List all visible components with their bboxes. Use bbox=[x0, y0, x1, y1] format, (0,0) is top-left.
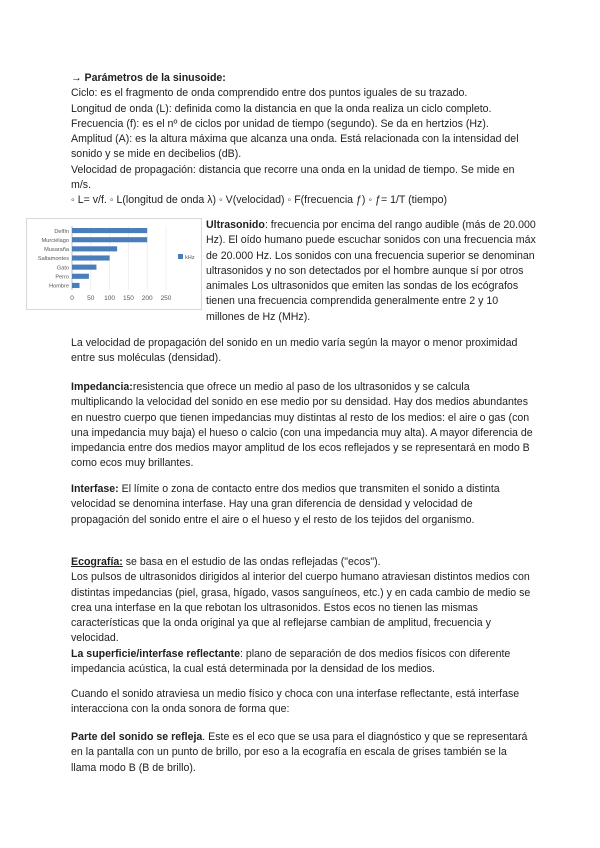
parte-paragraph bbox=[71, 730, 533, 776]
parte-term: Parte del sonido se refleja bbox=[71, 731, 203, 743]
category-label: Musaraña bbox=[44, 247, 69, 254]
parte-text: . Este es el eco que se usa para el diagnóstico y que se representará en la pantalla con un punto de brillo, por eso a la ecografía en escala de grises también se la llama modo B (B de brillo). bbox=[71, 731, 528, 774]
bar bbox=[72, 274, 89, 279]
ecografia-pulsos: Los pulsos de ultrasonidos dirigidos al interior del cuerpo humano atraviesan distintos medios con distintas impedancias (piel, grasa, hígado, vasos sanguíneos, etc.) y en cada cambio de medio se crea una interfase en la que rebotan los ultrasonidos. Estos ecos no tienen las mismas características que la onda original ya que al reflejarse cambian de amplitud, frecuencia y velocidad. bbox=[71, 571, 531, 645]
params-line-longitud: Longitud de onda (L): definida como la distancia en que la onda realiza un ciclo completo. bbox=[71, 102, 492, 115]
category-label: Gato bbox=[56, 265, 69, 272]
bar bbox=[72, 228, 147, 233]
ecografia-section bbox=[71, 555, 533, 677]
frequency-bar-chart bbox=[26, 218, 202, 310]
category-label: Murciélago bbox=[41, 237, 69, 244]
x-tick-label: 0 bbox=[70, 295, 74, 302]
category-label: Perro bbox=[55, 274, 69, 281]
superficie-line bbox=[71, 647, 533, 678]
bar bbox=[72, 283, 80, 288]
params-section bbox=[71, 71, 533, 209]
category-label: Saltamontes bbox=[37, 256, 69, 263]
ultrasonido-text: : frecuencia por encima del rango audible (más de 20.000 Hz). El oído humano puede escuchar sonidos con una frecuencia máx de 20.000 Hz. Los sonidos con una frecuencia superior se denominan ultrasonidos y no son detectados por el hombre aunque sí por otros animales Los ultrasonidos que emiten las sondas de los ecógrafos tienen una frecuencia comprendida generalmente entre 2 y 10 millones de Hz (MHz). bbox=[206, 219, 536, 323]
category-label: Hombre bbox=[49, 283, 69, 290]
bar bbox=[72, 237, 147, 242]
interfase-text: El límite o zona de contacto entre dos medios que transmiten el sonido a distinta velocidad se denomina interfase. Hay una gran diferencia de densidad y velocidad de propagación del sonido entre el aire o el hueso y el resto de los tejidos del organismo. bbox=[71, 483, 500, 526]
params-line-formulas: ◦ L= v/f. ◦ L(longitud de onda λ) ◦ V(velocidad) ◦ F(frecuencia ƒ) ◦ ƒ= 1/T (tiempo) bbox=[71, 194, 448, 207]
velocidad-paragraph: La velocidad de propagación del sonido en un medio varía según la mayor o menor proximidad entre sus moléculas (densidad). bbox=[71, 337, 518, 365]
params-heading: → Parámetros de la sinusoide: bbox=[71, 72, 226, 84]
ecografia-text: se basa en el estudio de las ondas reflejadas ("ecos"). bbox=[122, 556, 381, 568]
interfase-term: Interfase: bbox=[71, 483, 119, 495]
params-line-amplitud: Amplitud (A): es la altura máxima que alcanza una onda. Está relacionada con la intensidad del sonido y se mide en decibelios (dB). bbox=[71, 133, 519, 161]
params-line-frecuencia: Frecuencia (f): es el nº de ciclos por unidad de tiempo (segundo). Se da en hertzios (Hz). bbox=[71, 117, 489, 130]
x-tick-label: 50 bbox=[87, 295, 95, 302]
ecografia-line bbox=[71, 555, 533, 570]
ultrasonido-paragraph bbox=[206, 218, 536, 325]
ecografia-term: Ecografía: bbox=[71, 556, 123, 568]
superficie-term: La superficie/interfase reflectante bbox=[71, 647, 240, 660]
ultrasonido-term: Ultrasonido bbox=[206, 219, 265, 231]
params-line-velocidad: Velocidad de propagación: distancia que recorre una onda en la unidad de tiempo. Se mide en m/s. bbox=[71, 163, 515, 192]
category-label: Delfín bbox=[54, 228, 69, 235]
bar bbox=[72, 265, 96, 270]
bar bbox=[72, 246, 117, 251]
x-tick-label: 250 bbox=[160, 295, 172, 302]
params-line-ciclo: Ciclo: es el fragmento de onda comprendido entre dos puntos iguales de su trazado. bbox=[71, 87, 468, 100]
legend-swatch bbox=[178, 254, 183, 259]
cuando-paragraph: Cuando el sonido atraviesa un medio físico y choca con una interfase reflectante, está interfase interacciona con la onda sonora de forma que: bbox=[71, 688, 520, 716]
impedancia-paragraph bbox=[71, 380, 533, 472]
x-tick-label: 100 bbox=[104, 295, 116, 302]
impedancia-term: Impedancia: bbox=[71, 381, 133, 393]
interfase-paragraph bbox=[71, 482, 533, 528]
legend-label: kHz bbox=[185, 255, 195, 261]
x-tick-label: 200 bbox=[141, 295, 153, 302]
x-tick-label: 150 bbox=[122, 295, 134, 302]
impedancia-text: resistencia que ofrece un medio al paso de los ultrasonidos y se calcula multiplicando la velocidad del sonido en ese medio por su densidad. Hay dos medios abundantes en nuestro cuerpo que tienen impedancias muy distintas al resto de los medios: el aire o gas (con una impedancia muy baja) el hueso o calcio (con una impedancia muy alta). A mayor diferencia de impedancia entre dos medios mayor amplitud de los ecos reflejados y se representará en modo B como ecos muy brillantes. bbox=[71, 381, 533, 470]
bar bbox=[72, 255, 110, 260]
superficie-text: : plano de separación de dos medios físicos con diferente impedancia acústica, la cual está determinada por la densidad de los medios. bbox=[71, 647, 511, 676]
